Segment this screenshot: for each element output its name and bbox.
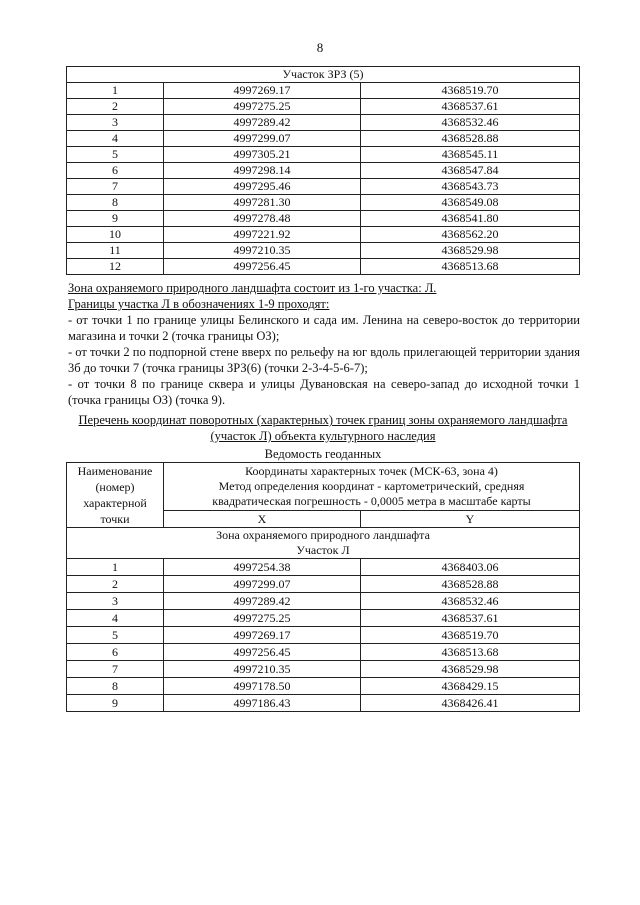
- coord-header-line: квадратическая погрешность - 0,0005 метра в масштабе карты: [212, 494, 531, 509]
- point-number: 2: [67, 576, 164, 593]
- table-row: [67, 593, 580, 610]
- point-number: 7: [67, 661, 164, 678]
- y-coordinate: 4368532.46: [361, 593, 580, 610]
- coord-header-line: Координаты характерных точек (МСК-63, зона 4): [245, 464, 498, 479]
- y-coordinate: 4368426.41: [361, 695, 580, 712]
- y-coordinate: 4368529.98: [361, 661, 580, 678]
- vedomost-title: Ведомость геоданных: [264, 447, 382, 461]
- x-coordinate: 4997269.17: [164, 83, 361, 99]
- y-coordinate: 4368429.15: [361, 678, 580, 695]
- x-coordinate: 4997278.48: [164, 211, 361, 227]
- boundary-intro-line: Границы участка Л в обозначениях 1-9 проходят:: [68, 297, 330, 311]
- landscape-coordinates-table: [66, 462, 580, 712]
- table-row: [67, 147, 580, 163]
- point-number: 6: [67, 163, 164, 179]
- x-coordinate: 4997178.50: [164, 678, 361, 695]
- table-row: [67, 627, 580, 644]
- x-coordinate: 4997221.92: [164, 227, 361, 243]
- zone-caption-row: [67, 528, 580, 559]
- point-number: 11: [67, 243, 164, 259]
- table-row: [67, 211, 580, 227]
- point-number: 9: [67, 211, 164, 227]
- point-number: 3: [67, 115, 164, 131]
- table-row: [67, 678, 580, 695]
- y-coordinate: 4368543.73: [361, 179, 580, 195]
- name-header-line: точки: [100, 512, 130, 526]
- table-row: [67, 610, 580, 627]
- point-number: 1: [67, 559, 164, 576]
- y-coordinate: 4368537.61: [361, 610, 580, 627]
- zrz5-coordinates-table: [66, 66, 580, 275]
- x-coordinate: 4997298.14: [164, 163, 361, 179]
- table-row: [67, 259, 580, 275]
- y-coordinate: 4368549.08: [361, 195, 580, 211]
- table-row: [67, 227, 580, 243]
- x-coordinate: 4997254.38: [164, 559, 361, 576]
- name-header-line: характерной: [83, 496, 147, 510]
- point-number: 5: [67, 627, 164, 644]
- point-number: 4: [67, 610, 164, 627]
- point-number: 5: [67, 147, 164, 163]
- table-row: [67, 195, 580, 211]
- table-caption-row: [67, 67, 580, 83]
- table-row: [67, 163, 580, 179]
- x-coordinate: 4997210.35: [164, 243, 361, 259]
- point-number: 1: [67, 83, 164, 99]
- point-number: 4: [67, 131, 164, 147]
- y-header: Y: [361, 511, 580, 528]
- name-header-line: Наименование: [77, 464, 153, 478]
- point-number: 8: [67, 678, 164, 695]
- point-number: 8: [67, 195, 164, 211]
- heading-line-1: Перечень координат поворотных (характерных) точек границ зоны охраняемого ландшафта: [78, 413, 568, 427]
- boundary-item-1: - от точки 1 по границе улицы Белинского и сада им. Ленина на северо-восток до территории магазина и точки 2 (точка границы ОЗ);: [68, 313, 580, 343]
- y-coordinate: 4368545.11: [361, 147, 580, 163]
- y-coordinate: 4368547.84: [361, 163, 580, 179]
- zone-caption-line: Зона охраняемого природного ландшафта: [216, 528, 430, 542]
- table-row: [67, 576, 580, 593]
- coord-header-line: Метод определения координат - картометрический, средняя: [218, 479, 525, 494]
- x-coordinate: 4997256.45: [164, 644, 361, 661]
- x-coordinate: 4997275.25: [164, 99, 361, 115]
- y-coordinate: 4368519.70: [361, 627, 580, 644]
- x-coordinate: 4997305.21: [164, 147, 361, 163]
- x-coordinate: 4997210.35: [164, 661, 361, 678]
- table-row: [67, 99, 580, 115]
- point-number: 10: [67, 227, 164, 243]
- zone-description: [68, 280, 580, 408]
- page-number: 8: [316, 40, 324, 55]
- table-row: [67, 83, 580, 99]
- point-number: 7: [67, 179, 164, 195]
- table-row: [67, 661, 580, 678]
- point-number: 6: [67, 644, 164, 661]
- name-header: [67, 463, 164, 528]
- x-coordinate: 4997299.07: [164, 576, 361, 593]
- table-caption: Участок ЗРЗ (5): [67, 67, 580, 83]
- coordinates-heading: [66, 412, 580, 444]
- table-row: [67, 115, 580, 131]
- coord-header: [164, 463, 580, 511]
- y-coordinate: 4368541.80: [361, 211, 580, 227]
- zone-summary-line: Зона охраняемого природного ландшафта состоит из 1-го участка: Л.: [68, 281, 437, 295]
- table-row: [67, 644, 580, 661]
- table-row: [67, 695, 580, 712]
- zone-caption-line: Участок Л: [296, 543, 350, 557]
- zone-caption: [67, 528, 580, 559]
- x-coordinate: 4997299.07: [164, 131, 361, 147]
- table-row: [67, 559, 580, 576]
- y-coordinate: 4368562.20: [361, 227, 580, 243]
- x-coordinate: 4997281.30: [164, 195, 361, 211]
- point-number: 2: [67, 99, 164, 115]
- y-coordinate: 4368532.46: [361, 115, 580, 131]
- boundary-item-2: - от точки 2 по подпорной стене вверх по рельефу на юг вдоль прилегающей территории здания 3б до точки 7 (точка границы ЗРЗ(6) (точки 2-3-4-5-6-7);: [68, 345, 580, 375]
- y-coordinate: 4368528.88: [361, 131, 580, 147]
- y-coordinate: 4368513.68: [361, 644, 580, 661]
- x-header: X: [164, 511, 361, 528]
- heading-line-2: (участок Л) объекта культурного наследия: [210, 429, 436, 443]
- x-coordinate: 4997295.46: [164, 179, 361, 195]
- y-coordinate: 4368519.70: [361, 83, 580, 99]
- x-coordinate: 4997275.25: [164, 610, 361, 627]
- y-coordinate: 4368403.06: [361, 559, 580, 576]
- x-coordinate: 4997289.42: [164, 593, 361, 610]
- y-coordinate: 4368537.61: [361, 99, 580, 115]
- header-row: [67, 463, 580, 511]
- x-coordinate: 4997269.17: [164, 627, 361, 644]
- y-coordinate: 4368513.68: [361, 259, 580, 275]
- table-row: [67, 243, 580, 259]
- table-row: [67, 131, 580, 147]
- y-coordinate: 4368529.98: [361, 243, 580, 259]
- point-number: 9: [67, 695, 164, 712]
- x-coordinate: 4997256.45: [164, 259, 361, 275]
- boundary-item-3: - от точки 8 по границе сквера и улицы Дувановская на северо-запад до исходной точки 1 (точка границы ОЗ) (точка 9).: [68, 377, 580, 407]
- table-row: [67, 179, 580, 195]
- y-coordinate: 4368528.88: [361, 576, 580, 593]
- point-number: 12: [67, 259, 164, 275]
- point-number: 3: [67, 593, 164, 610]
- name-header-line: (номер): [95, 480, 135, 494]
- x-coordinate: 4997289.42: [164, 115, 361, 131]
- x-coordinate: 4997186.43: [164, 695, 361, 712]
